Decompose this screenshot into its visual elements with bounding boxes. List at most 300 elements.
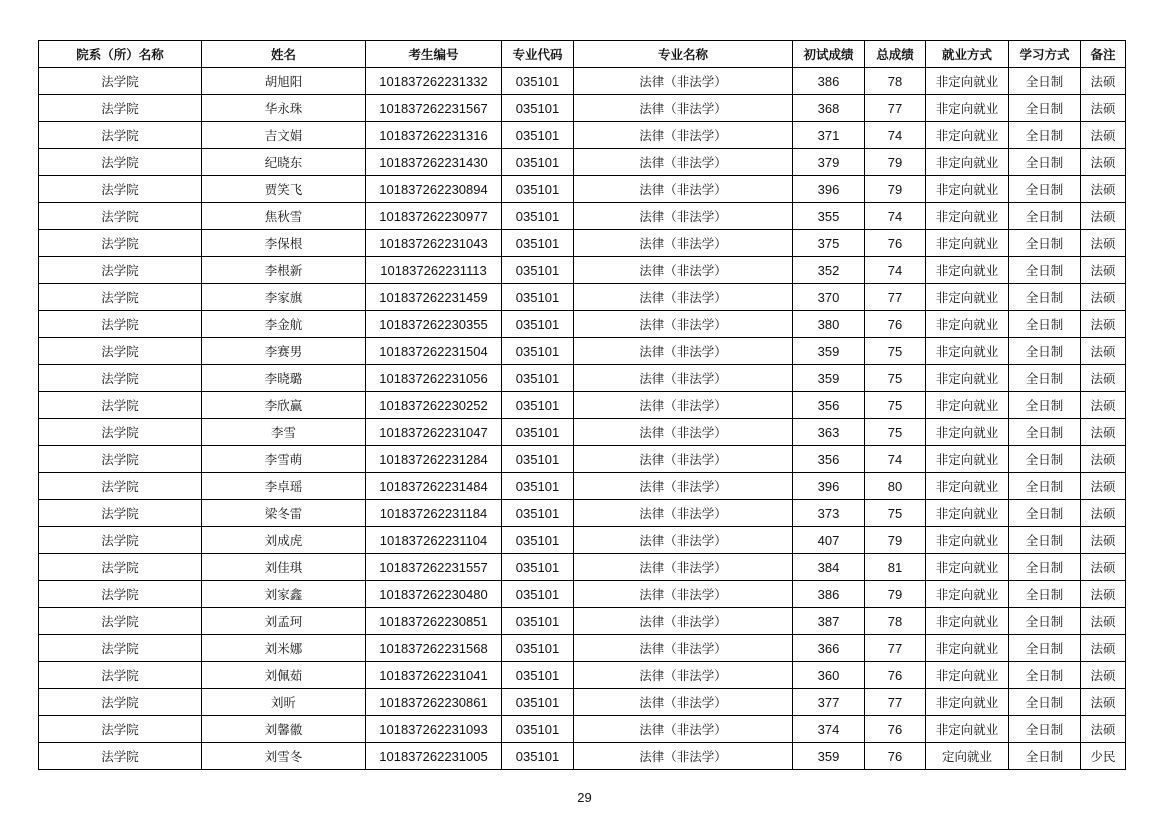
table-row: [39, 338, 1126, 365]
cell-major-code: 035101: [502, 176, 574, 203]
cell-prelim-score: 370: [793, 284, 865, 311]
cell-study-mode: 全日制: [1009, 743, 1081, 770]
cell-name: 刘孟珂: [202, 608, 366, 635]
cell-prelim-score: 386: [793, 581, 865, 608]
cell-prelim-score: 380: [793, 311, 865, 338]
cell-candidate-id: 101837262231332: [366, 68, 502, 95]
cell-employment-type: 非定向就业: [926, 689, 1009, 716]
cell-study-mode: 全日制: [1009, 68, 1081, 95]
table-row: [39, 311, 1126, 338]
cell-major-name: 法律（非法学）: [574, 743, 793, 770]
cell-remarks: 法硕: [1081, 230, 1126, 257]
cell-department: 法学院: [39, 392, 202, 419]
cell-total-score: 77: [865, 284, 926, 311]
cell-total-score: 75: [865, 392, 926, 419]
cell-study-mode: 全日制: [1009, 500, 1081, 527]
cell-department: 法学院: [39, 743, 202, 770]
cell-remarks: 法硕: [1081, 662, 1126, 689]
page-number: 29: [577, 790, 592, 805]
cell-employment-type: 非定向就业: [926, 365, 1009, 392]
cell-major-name: 法律（非法学）: [574, 284, 793, 311]
cell-remarks: 法硕: [1081, 392, 1126, 419]
cell-remarks: 法硕: [1081, 635, 1126, 662]
cell-candidate-id: 101837262231047: [366, 419, 502, 446]
cell-study-mode: 全日制: [1009, 662, 1081, 689]
cell-prelim-score: 355: [793, 203, 865, 230]
table-row: [39, 743, 1126, 770]
cell-major-code: 035101: [502, 68, 574, 95]
cell-employment-type: 非定向就业: [926, 446, 1009, 473]
cell-name: 李家旗: [202, 284, 366, 311]
cell-department: 法学院: [39, 338, 202, 365]
table-row: [39, 284, 1126, 311]
cell-department: 法学院: [39, 608, 202, 635]
cell-name: 刘馨徽: [202, 716, 366, 743]
cell-remarks: 法硕: [1081, 68, 1126, 95]
cell-remarks: 法硕: [1081, 689, 1126, 716]
cell-candidate-id: 101837262230894: [366, 176, 502, 203]
cell-major-name: 法律（非法学）: [574, 365, 793, 392]
cell-department: 法学院: [39, 446, 202, 473]
cell-total-score: 79: [865, 176, 926, 203]
cell-major-name: 法律（非法学）: [574, 230, 793, 257]
cell-major-name: 法律（非法学）: [574, 608, 793, 635]
cell-major-code: 035101: [502, 743, 574, 770]
cell-major-code: 035101: [502, 716, 574, 743]
cell-total-score: 76: [865, 716, 926, 743]
cell-employment-type: 非定向就业: [926, 716, 1009, 743]
cell-department: 法学院: [39, 230, 202, 257]
header-prelim-score: 初试成绩: [793, 41, 865, 68]
cell-employment-type: 非定向就业: [926, 176, 1009, 203]
cell-department: 法学院: [39, 527, 202, 554]
cell-study-mode: 全日制: [1009, 338, 1081, 365]
table-row: [39, 500, 1126, 527]
header-major-code: 专业代码: [502, 41, 574, 68]
cell-employment-type: 非定向就业: [926, 554, 1009, 581]
cell-prelim-score: 363: [793, 419, 865, 446]
cell-prelim-score: 375: [793, 230, 865, 257]
cell-major-code: 035101: [502, 122, 574, 149]
cell-candidate-id: 101837262230861: [366, 689, 502, 716]
cell-prelim-score: 386: [793, 68, 865, 95]
cell-major-code: 035101: [502, 554, 574, 581]
header-name: 姓名: [202, 41, 366, 68]
cell-total-score: 74: [865, 257, 926, 284]
table-header-row: [39, 41, 1126, 68]
cell-candidate-id: 101837262230355: [366, 311, 502, 338]
cell-study-mode: 全日制: [1009, 284, 1081, 311]
cell-remarks: 法硕: [1081, 419, 1126, 446]
cell-employment-type: 非定向就业: [926, 635, 1009, 662]
cell-employment-type: 非定向就业: [926, 311, 1009, 338]
cell-name: 梁冬雷: [202, 500, 366, 527]
cell-remarks: 法硕: [1081, 581, 1126, 608]
cell-total-score: 76: [865, 311, 926, 338]
table-row: [39, 716, 1126, 743]
cell-major-code: 035101: [502, 473, 574, 500]
cell-department: 法学院: [39, 716, 202, 743]
cell-department: 法学院: [39, 122, 202, 149]
cell-study-mode: 全日制: [1009, 122, 1081, 149]
table-row: [39, 527, 1126, 554]
table-row: [39, 446, 1126, 473]
cell-department: 法学院: [39, 419, 202, 446]
cell-major-code: 035101: [502, 338, 574, 365]
cell-study-mode: 全日制: [1009, 257, 1081, 284]
cell-name: 李雪萌: [202, 446, 366, 473]
cell-major-code: 035101: [502, 662, 574, 689]
cell-study-mode: 全日制: [1009, 635, 1081, 662]
cell-employment-type: 非定向就业: [926, 284, 1009, 311]
table-row: [39, 689, 1126, 716]
admission-table: [38, 40, 1126, 770]
header-major-name: 专业名称: [574, 41, 793, 68]
cell-employment-type: 非定向就业: [926, 257, 1009, 284]
cell-major-name: 法律（非法学）: [574, 419, 793, 446]
cell-study-mode: 全日制: [1009, 95, 1081, 122]
cell-employment-type: 非定向就业: [926, 122, 1009, 149]
cell-candidate-id: 101837262231184: [366, 500, 502, 527]
cell-major-name: 法律（非法学）: [574, 662, 793, 689]
cell-name: 纪晓东: [202, 149, 366, 176]
cell-prelim-score: 384: [793, 554, 865, 581]
cell-candidate-id: 101837262230480: [366, 581, 502, 608]
cell-study-mode: 全日制: [1009, 608, 1081, 635]
cell-study-mode: 全日制: [1009, 527, 1081, 554]
cell-candidate-id: 101837262231043: [366, 230, 502, 257]
cell-study-mode: 全日制: [1009, 149, 1081, 176]
cell-name: 刘昕: [202, 689, 366, 716]
cell-prelim-score: 374: [793, 716, 865, 743]
cell-employment-type: 非定向就业: [926, 608, 1009, 635]
cell-major-name: 法律（非法学）: [574, 122, 793, 149]
header-employment-type: 就业方式: [926, 41, 1009, 68]
cell-remarks: 法硕: [1081, 608, 1126, 635]
cell-remarks: 法硕: [1081, 446, 1126, 473]
cell-candidate-id: 101837262230977: [366, 203, 502, 230]
cell-major-name: 法律（非法学）: [574, 446, 793, 473]
cell-candidate-id: 101837262231104: [366, 527, 502, 554]
table-row: [39, 68, 1126, 95]
cell-candidate-id: 101837262231316: [366, 122, 502, 149]
cell-remarks: 法硕: [1081, 122, 1126, 149]
cell-prelim-score: 356: [793, 446, 865, 473]
cell-major-name: 法律（非法学）: [574, 392, 793, 419]
cell-major-name: 法律（非法学）: [574, 554, 793, 581]
cell-prelim-score: 377: [793, 689, 865, 716]
cell-major-name: 法律（非法学）: [574, 500, 793, 527]
cell-department: 法学院: [39, 257, 202, 284]
cell-name: 李金航: [202, 311, 366, 338]
cell-total-score: 79: [865, 581, 926, 608]
cell-employment-type: 非定向就业: [926, 338, 1009, 365]
cell-name: 李晓璐: [202, 365, 366, 392]
cell-total-score: 76: [865, 743, 926, 770]
cell-name: 李欣赢: [202, 392, 366, 419]
cell-major-code: 035101: [502, 689, 574, 716]
cell-name: 刘佩茹: [202, 662, 366, 689]
cell-major-code: 035101: [502, 635, 574, 662]
table-row: [39, 176, 1126, 203]
cell-name: 刘家鑫: [202, 581, 366, 608]
cell-study-mode: 全日制: [1009, 365, 1081, 392]
cell-total-score: 75: [865, 419, 926, 446]
cell-major-code: 035101: [502, 284, 574, 311]
cell-candidate-id: 101837262231056: [366, 365, 502, 392]
cell-study-mode: 全日制: [1009, 392, 1081, 419]
cell-major-code: 035101: [502, 446, 574, 473]
cell-candidate-id: 101837262230252: [366, 392, 502, 419]
cell-prelim-score: 407: [793, 527, 865, 554]
cell-prelim-score: 359: [793, 365, 865, 392]
cell-total-score: 79: [865, 527, 926, 554]
cell-major-name: 法律（非法学）: [574, 689, 793, 716]
cell-major-name: 法律（非法学）: [574, 473, 793, 500]
cell-prelim-score: 366: [793, 635, 865, 662]
cell-department: 法学院: [39, 473, 202, 500]
cell-remarks: 法硕: [1081, 554, 1126, 581]
cell-department: 法学院: [39, 284, 202, 311]
cell-total-score: 76: [865, 662, 926, 689]
cell-prelim-score: 396: [793, 176, 865, 203]
table-row: [39, 662, 1126, 689]
cell-major-code: 035101: [502, 392, 574, 419]
cell-candidate-id: 101837262230851: [366, 608, 502, 635]
cell-major-name: 法律（非法学）: [574, 176, 793, 203]
cell-major-code: 035101: [502, 95, 574, 122]
cell-major-name: 法律（非法学）: [574, 203, 793, 230]
cell-major-code: 035101: [502, 608, 574, 635]
cell-remarks: 法硕: [1081, 149, 1126, 176]
cell-remarks: 法硕: [1081, 473, 1126, 500]
cell-candidate-id: 101837262231484: [366, 473, 502, 500]
cell-prelim-score: 373: [793, 500, 865, 527]
cell-candidate-id: 101837262231568: [366, 635, 502, 662]
cell-major-code: 035101: [502, 149, 574, 176]
cell-candidate-id: 101837262231093: [366, 716, 502, 743]
cell-remarks: 法硕: [1081, 257, 1126, 284]
cell-department: 法学院: [39, 500, 202, 527]
cell-prelim-score: 387: [793, 608, 865, 635]
cell-remarks: 法硕: [1081, 311, 1126, 338]
cell-department: 法学院: [39, 554, 202, 581]
table-row: [39, 635, 1126, 662]
table-row: [39, 365, 1126, 392]
cell-major-name: 法律（非法学）: [574, 68, 793, 95]
cell-prelim-score: 356: [793, 392, 865, 419]
cell-remarks: 法硕: [1081, 95, 1126, 122]
cell-study-mode: 全日制: [1009, 554, 1081, 581]
header-candidate-id: 考生编号: [366, 41, 502, 68]
cell-study-mode: 全日制: [1009, 176, 1081, 203]
cell-total-score: 77: [865, 95, 926, 122]
table-body: [39, 68, 1126, 770]
cell-study-mode: 全日制: [1009, 473, 1081, 500]
table-row: [39, 419, 1126, 446]
cell-department: 法学院: [39, 149, 202, 176]
cell-prelim-score: 359: [793, 338, 865, 365]
cell-name: 吉文娟: [202, 122, 366, 149]
cell-major-code: 035101: [502, 527, 574, 554]
header-department: 院系（所）名称: [39, 41, 202, 68]
cell-major-code: 035101: [502, 581, 574, 608]
cell-candidate-id: 101837262231567: [366, 95, 502, 122]
cell-department: 法学院: [39, 689, 202, 716]
cell-employment-type: 非定向就业: [926, 203, 1009, 230]
table-row: [39, 149, 1126, 176]
cell-name: 贾笑飞: [202, 176, 366, 203]
header-remarks: 备注: [1081, 41, 1126, 68]
cell-total-score: 77: [865, 689, 926, 716]
cell-candidate-id: 101837262231430: [366, 149, 502, 176]
table-row: [39, 581, 1126, 608]
cell-prelim-score: 352: [793, 257, 865, 284]
cell-major-name: 法律（非法学）: [574, 716, 793, 743]
cell-major-name: 法律（非法学）: [574, 581, 793, 608]
cell-total-score: 74: [865, 122, 926, 149]
cell-name: 刘成虎: [202, 527, 366, 554]
cell-department: 法学院: [39, 635, 202, 662]
cell-name: 焦秋雪: [202, 203, 366, 230]
cell-total-score: 80: [865, 473, 926, 500]
cell-major-name: 法律（非法学）: [574, 635, 793, 662]
cell-total-score: 78: [865, 608, 926, 635]
cell-major-name: 法律（非法学）: [574, 149, 793, 176]
cell-employment-type: 非定向就业: [926, 527, 1009, 554]
cell-major-code: 035101: [502, 500, 574, 527]
cell-major-code: 035101: [502, 419, 574, 446]
cell-name: 刘雪冬: [202, 743, 366, 770]
cell-major-code: 035101: [502, 365, 574, 392]
table-row: [39, 608, 1126, 635]
cell-study-mode: 全日制: [1009, 230, 1081, 257]
cell-candidate-id: 101837262231504: [366, 338, 502, 365]
cell-department: 法学院: [39, 68, 202, 95]
cell-major-name: 法律（非法学）: [574, 527, 793, 554]
cell-candidate-id: 101837262231459: [366, 284, 502, 311]
cell-name: 李根新: [202, 257, 366, 284]
cell-major-name: 法律（非法学）: [574, 311, 793, 338]
cell-name: 李雪: [202, 419, 366, 446]
cell-major-code: 035101: [502, 203, 574, 230]
cell-employment-type: 非定向就业: [926, 419, 1009, 446]
cell-total-score: 77: [865, 635, 926, 662]
cell-major-name: 法律（非法学）: [574, 95, 793, 122]
cell-study-mode: 全日制: [1009, 446, 1081, 473]
cell-total-score: 74: [865, 446, 926, 473]
cell-name: 李卓瑶: [202, 473, 366, 500]
cell-name: 刘佳琪: [202, 554, 366, 581]
cell-department: 法学院: [39, 662, 202, 689]
cell-study-mode: 全日制: [1009, 419, 1081, 446]
cell-remarks: 少民: [1081, 743, 1126, 770]
cell-candidate-id: 101837262231557: [366, 554, 502, 581]
cell-candidate-id: 101837262231005: [366, 743, 502, 770]
cell-prelim-score: 359: [793, 743, 865, 770]
cell-remarks: 法硕: [1081, 716, 1126, 743]
cell-prelim-score: 379: [793, 149, 865, 176]
cell-department: 法学院: [39, 95, 202, 122]
cell-major-code: 035101: [502, 257, 574, 284]
cell-employment-type: 非定向就业: [926, 392, 1009, 419]
cell-remarks: 法硕: [1081, 527, 1126, 554]
cell-employment-type: 非定向就业: [926, 68, 1009, 95]
table-row: [39, 392, 1126, 419]
cell-name: 胡旭阳: [202, 68, 366, 95]
cell-total-score: 74: [865, 203, 926, 230]
cell-prelim-score: 396: [793, 473, 865, 500]
cell-study-mode: 全日制: [1009, 689, 1081, 716]
cell-major-code: 035101: [502, 230, 574, 257]
cell-major-name: 法律（非法学）: [574, 257, 793, 284]
cell-candidate-id: 101837262231113: [366, 257, 502, 284]
table-row: [39, 122, 1126, 149]
cell-department: 法学院: [39, 176, 202, 203]
table-row: [39, 230, 1126, 257]
cell-total-score: 76: [865, 230, 926, 257]
cell-employment-type: 非定向就业: [926, 662, 1009, 689]
cell-employment-type: 非定向就业: [926, 149, 1009, 176]
cell-total-score: 75: [865, 500, 926, 527]
cell-candidate-id: 101837262231041: [366, 662, 502, 689]
cell-study-mode: 全日制: [1009, 581, 1081, 608]
cell-study-mode: 全日制: [1009, 203, 1081, 230]
cell-total-score: 75: [865, 338, 926, 365]
table-row: [39, 473, 1126, 500]
cell-prelim-score: 371: [793, 122, 865, 149]
cell-department: 法学院: [39, 311, 202, 338]
cell-total-score: 75: [865, 365, 926, 392]
cell-employment-type: 非定向就业: [926, 581, 1009, 608]
cell-employment-type: 非定向就业: [926, 500, 1009, 527]
cell-prelim-score: 368: [793, 95, 865, 122]
table-row: [39, 257, 1126, 284]
cell-employment-type: 非定向就业: [926, 473, 1009, 500]
cell-major-name: 法律（非法学）: [574, 338, 793, 365]
cell-total-score: 79: [865, 149, 926, 176]
cell-major-code: 035101: [502, 311, 574, 338]
cell-name: 李保根: [202, 230, 366, 257]
table-row: [39, 95, 1126, 122]
cell-department: 法学院: [39, 203, 202, 230]
cell-candidate-id: 101837262231284: [366, 446, 502, 473]
cell-study-mode: 全日制: [1009, 716, 1081, 743]
table-row: [39, 203, 1126, 230]
cell-name: 李赛男: [202, 338, 366, 365]
header-total-score: 总成绩: [865, 41, 926, 68]
header-study-mode: 学习方式: [1009, 41, 1081, 68]
cell-study-mode: 全日制: [1009, 311, 1081, 338]
cell-employment-type: 非定向就业: [926, 95, 1009, 122]
table-row: [39, 554, 1126, 581]
cell-employment-type: 非定向就业: [926, 230, 1009, 257]
cell-remarks: 法硕: [1081, 500, 1126, 527]
cell-remarks: 法硕: [1081, 284, 1126, 311]
cell-remarks: 法硕: [1081, 176, 1126, 203]
cell-employment-type: 定向就业: [926, 743, 1009, 770]
cell-name: 华永珠: [202, 95, 366, 122]
cell-remarks: 法硕: [1081, 338, 1126, 365]
cell-department: 法学院: [39, 581, 202, 608]
cell-total-score: 81: [865, 554, 926, 581]
cell-prelim-score: 360: [793, 662, 865, 689]
cell-department: 法学院: [39, 365, 202, 392]
cell-total-score: 78: [865, 68, 926, 95]
cell-remarks: 法硕: [1081, 365, 1126, 392]
cell-remarks: 法硕: [1081, 203, 1126, 230]
cell-name: 刘米娜: [202, 635, 366, 662]
